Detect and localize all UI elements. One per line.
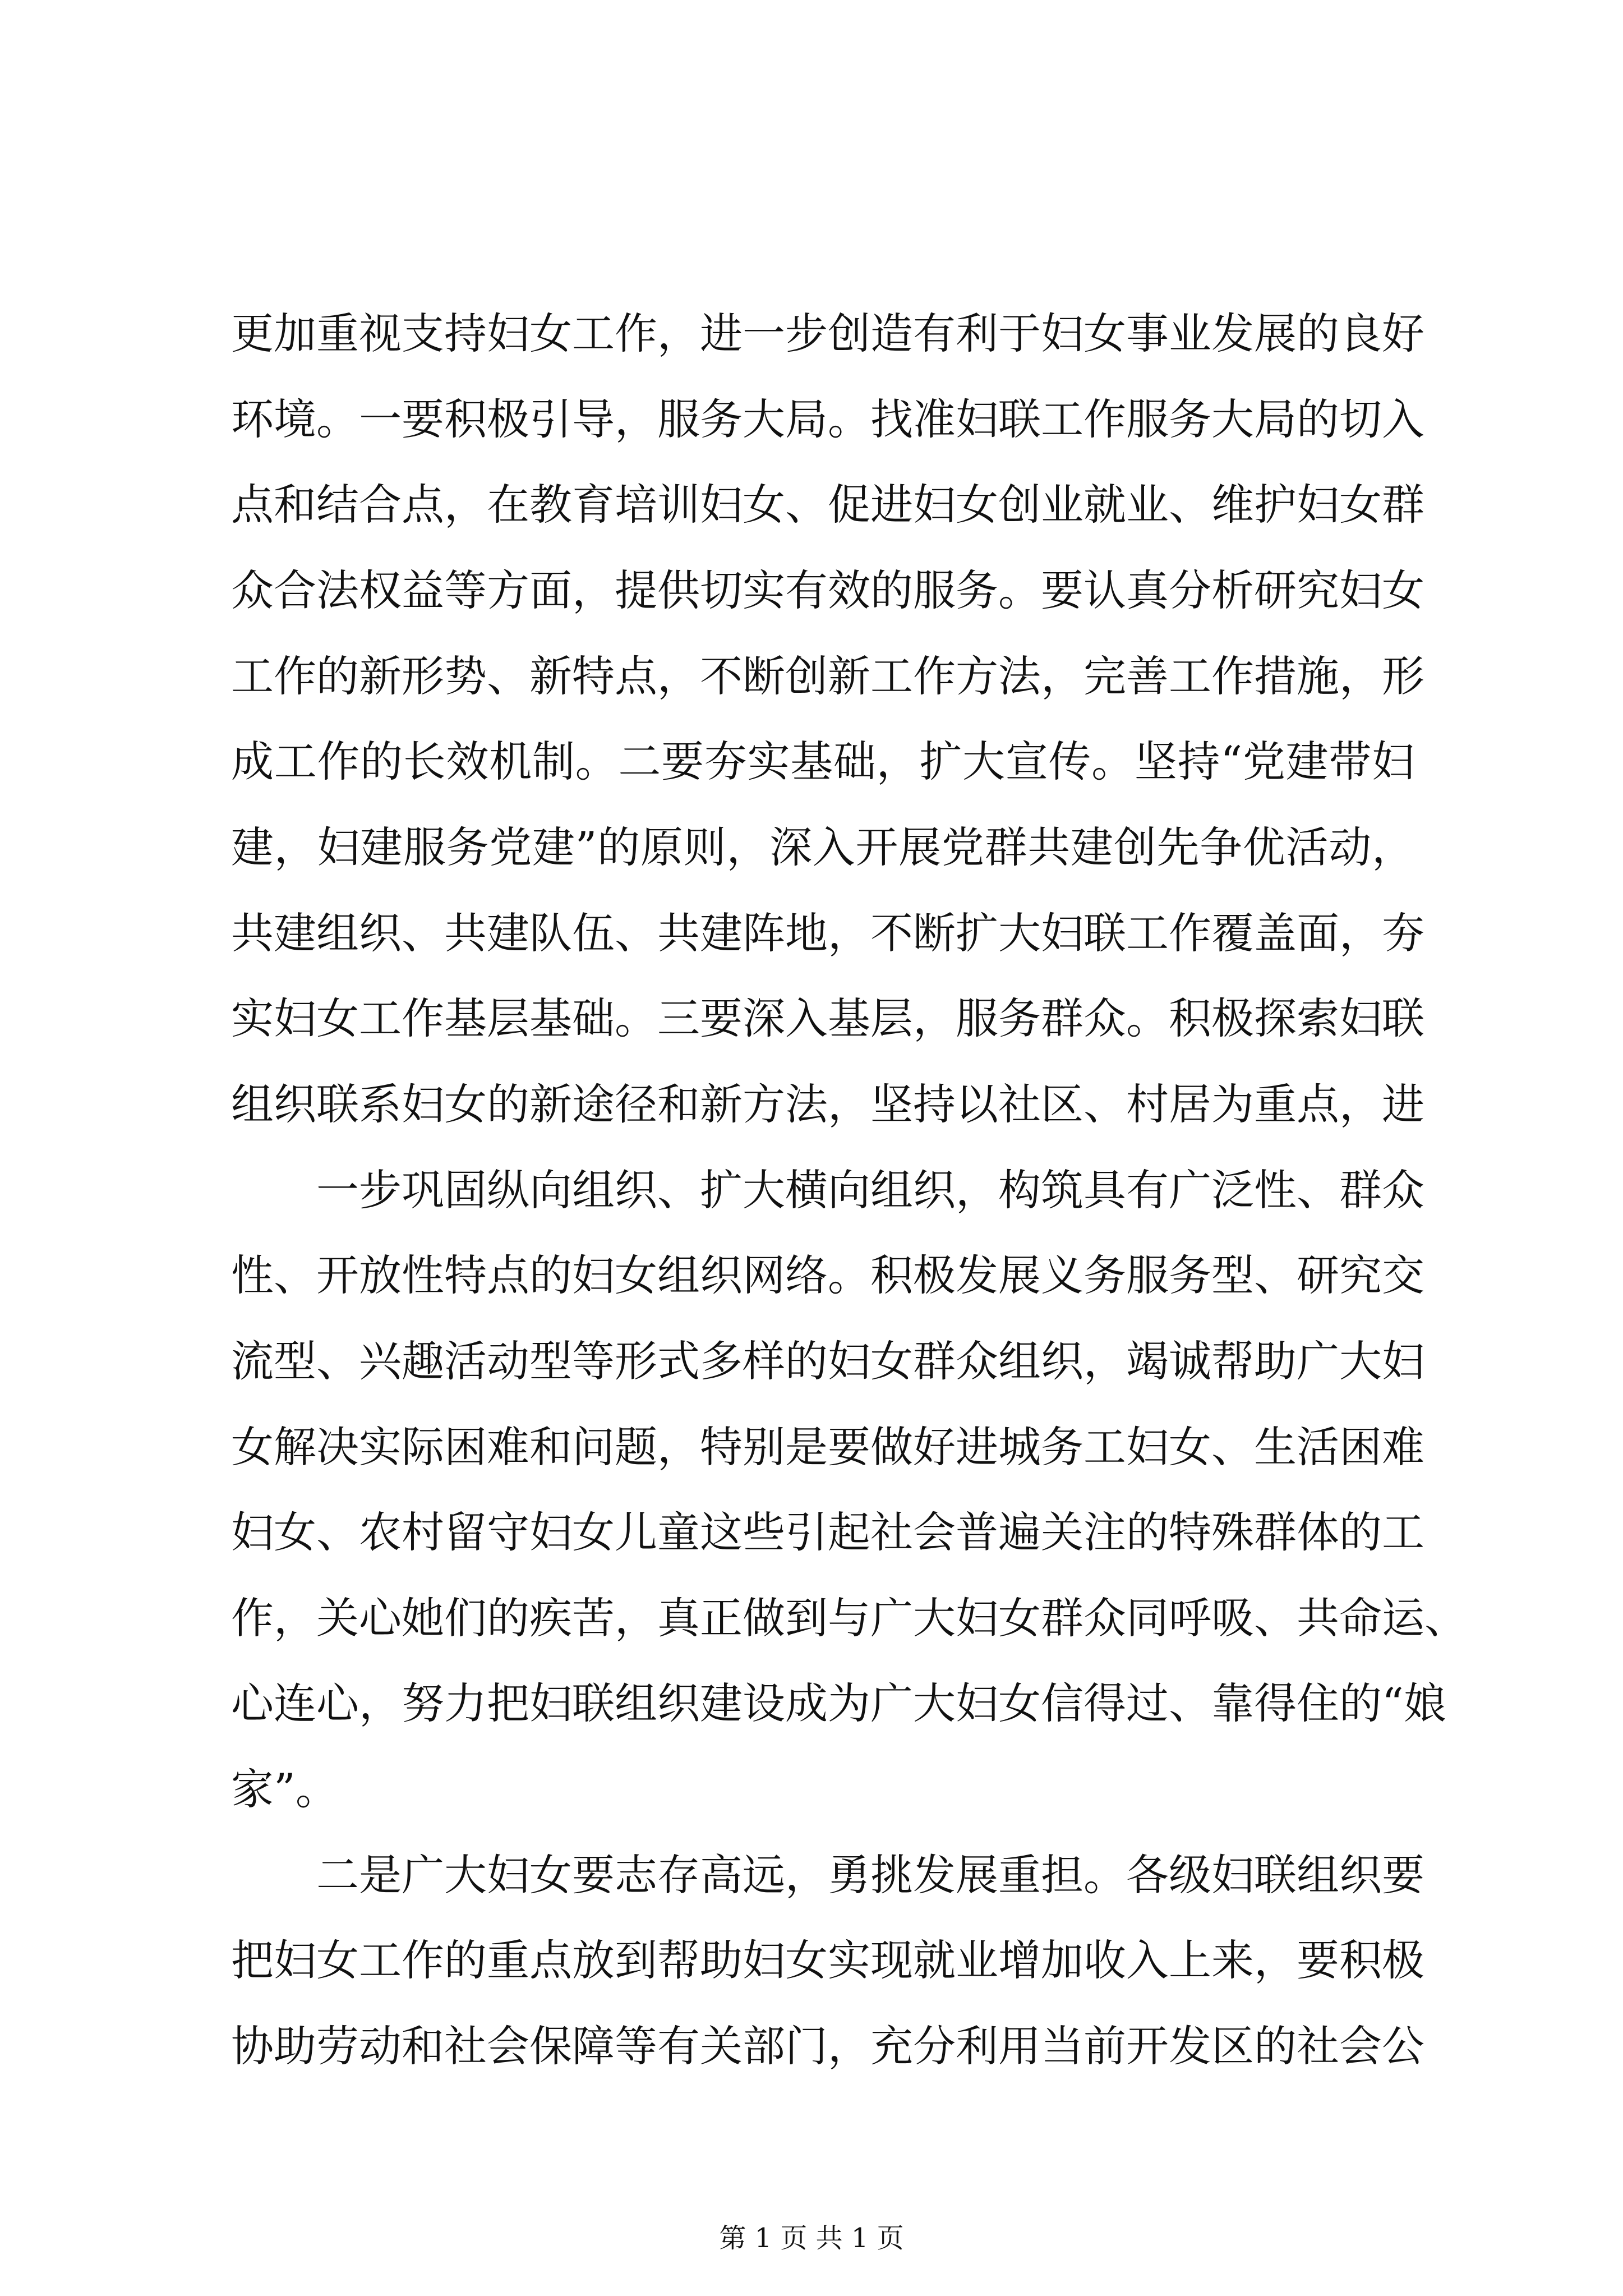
text-line: 把妇女工作的重点放到帮助妇女实现就业增加收入上来，要积极 [231, 1935, 1424, 1985]
text-line: 心连心，努力把妇联组织建设成为广大妇女信得过、靠得住的“娘 [231, 1678, 1446, 1728]
text-line: 实妇女工作基层基础。三要深入基层，服务群众。积极探索妇联 [231, 993, 1424, 1043]
text-line: 众合法权益等方面，提供切实有效的服务。要认真分析研究妇女 [231, 565, 1424, 615]
text-line: 协助劳动和社会保障等有关部门，充分利用当前开发区的社会公 [231, 2021, 1424, 2071]
text-line: 性、开放性特点的妇女组织网络。积极发展义务服务型、研究交 [231, 1250, 1424, 1300]
text-line: 环境。一要积极引导，服务大局。找准妇联工作服务大局的切入 [231, 394, 1424, 444]
text-line: 一步巩固纵向组织、扩大横向组织，构筑具有广泛性、群众 [316, 1165, 1424, 1215]
text-line: 家”。 [231, 1764, 338, 1814]
text-line: 共建组织、共建队伍、共建阵地，不断扩大妇联工作覆盖面，夯 [231, 908, 1424, 958]
text-line: 二是广大妇女要志存高远，勇挑发展重担。各级妇联组织要 [316, 1850, 1424, 1900]
page-footer: 第 1 页 共 1 页 [719, 2223, 904, 2254]
text-line: 妇女、农村留守妇女儿童这些引起社会普遍关注的特殊群体的工 [231, 1507, 1424, 1557]
text-line: 女解决实际困难和问题，特别是要做好进城务工妇女、生活困难 [231, 1422, 1424, 1472]
text-line: 工作的新形势、新特点，不断创新工作方法，完善工作措施，形 [231, 651, 1424, 701]
text-line: 更加重视支持妇女工作，进一步创造有利于妇女事业发展的良好 [231, 309, 1424, 358]
text-line: 成工作的长效机制。二要夯实基础，扩大宣传。坚持“党建带妇 [231, 737, 1414, 786]
text-line: 作，关心她们的疾苦，真正做到与广大妇女群众同呼吸、共命运、 [231, 1593, 1467, 1643]
text-line: 组织联系妇女的新途径和新方法，坚持以社区、村居为重点，进 [231, 1079, 1424, 1129]
text-line: 建，妇建服务党建”的原则，深入开展党群共建创先争优活动， [231, 822, 1414, 872]
text-line: 点和结合点，在教育培训妇女、促进妇女创业就业、维护妇女群 [231, 480, 1424, 530]
text-line: 流型、兴趣活动型等形式多样的妇女群众组织，竭诚帮助广大妇 [231, 1336, 1424, 1386]
